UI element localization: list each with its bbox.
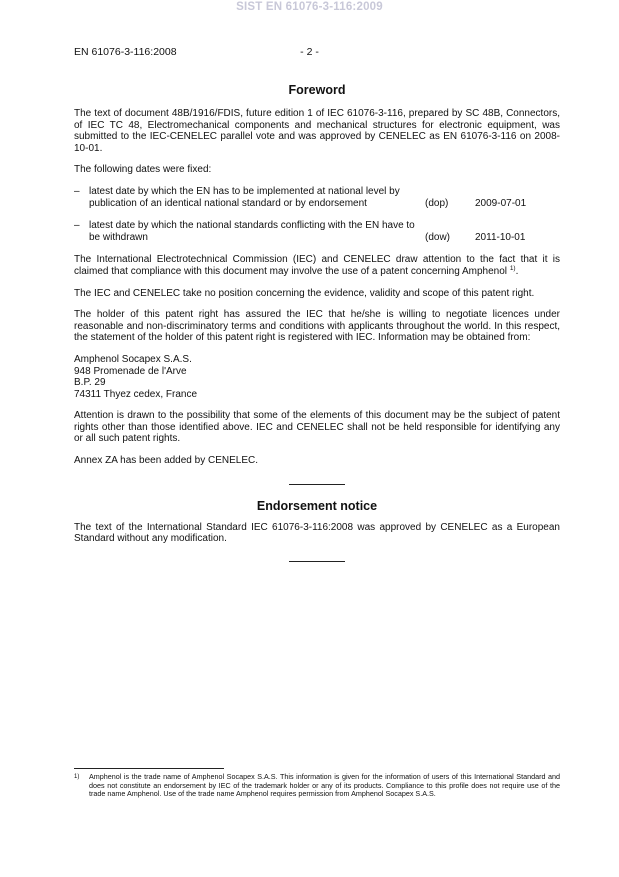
dates-intro: The following dates were fixed: — [74, 164, 212, 176]
date-item-dow — [74, 220, 560, 243]
address-line: 948 Promenade de l'Arve — [74, 365, 187, 377]
no-position-statement: The IEC and CENELEC take no position concerning the evidence, validity and scope of this patent right. — [74, 287, 535, 299]
date-item-dop — [74, 186, 560, 209]
watermark: SIST EN 61076-3-116:2009 — [236, 1, 383, 13]
address-line: B.P. 29 — [74, 377, 106, 389]
list-dash: – — [74, 185, 80, 197]
patent-attention-end: . — [515, 265, 519, 277]
date-code: (dow) — [425, 231, 451, 243]
footnote-text: Amphenol is the trade name of Amphenol Socapex S.A.S. This information is given for the information of users of this International Standard and does not constitute an endorsement by IEC of the trademark holder or any of its products. Compliance to this profile does not require use of the trade name Amphenol. Use of the trade name Amphenol requires permission from Amphenol Socapex S.A.S. — [89, 772, 560, 799]
date-value: 2011-10-01 — [475, 231, 526, 243]
page-number: - 2 - — [300, 46, 319, 58]
date-description: latest date by which the EN has to be implemented at national level by publication of an identical national standard or by endorsement — [89, 185, 400, 209]
endorsement-text: The text of the International Standard IEC 61076-3-116:2008 was approved by CENELEC as a European Standard without any modification. — [74, 521, 560, 545]
holder-address — [74, 354, 560, 400]
list-dash: – — [74, 220, 80, 232]
document-id: EN 61076-3-116:2008 — [74, 46, 177, 58]
address-line: Amphenol Socapex S.A.S. — [74, 353, 192, 365]
footnote — [74, 773, 560, 799]
endorsement-title: Endorsement notice — [256, 498, 378, 513]
patent-attention — [74, 254, 560, 277]
other-patent-rights: Attention is drawn to the possibility that some of the elements of this document may be the subject of patent rights other than those identified above. IEC and CENELEC shall not be held responsible for identifying any or all such patent rights. — [74, 410, 560, 445]
section-divider — [289, 484, 345, 485]
footnote-mark: 1) — [74, 774, 80, 780]
annex-note: Annex ZA has been added by CENELEC. — [74, 455, 259, 467]
date-value: 2009-07-01 — [475, 197, 527, 209]
footnote-reference[interactable]: 1) — [509, 264, 516, 272]
holder-statement: The holder of this patent right has assured the IEC that he/she is willing to negotiate licences under reasonable and non-discriminatory terms and conditions with applicants throughout the world. In this respect, the statement of the holder of this patent right is registered with IEC. Information may be obtained from: — [74, 309, 560, 344]
foreword-intro: The text of document 48B/1916/FDIS, future edition 1 of IEC 61076-3-116, prepared by SC 48B, Connectors, of IEC TC 48, Electromechanical components and mechanical structures for electronic equipment, was submitted to the IEC-CENELEC parallel vote and was approved by CENELEC as EN 61076-3-116 on 2008-10-01. — [74, 108, 560, 154]
footnote-rule — [74, 768, 224, 769]
date-description: latest date by which the national standards conflicting with the EN have to be withdrawn — [89, 220, 415, 243]
date-code: (dop) — [425, 197, 449, 209]
address-line: 74311 Thyez cedex, France — [74, 388, 198, 400]
patent-attention-text: The International Electrotechnical Commission (IEC) and CENELEC draw attention to the fact that it is claimed that compliance with this document may involve the use of a patent concerning Amphenol — [74, 254, 560, 277]
foreword-title: Foreword — [288, 83, 346, 97]
section-divider — [289, 561, 345, 562]
page-body — [74, 82, 560, 562]
